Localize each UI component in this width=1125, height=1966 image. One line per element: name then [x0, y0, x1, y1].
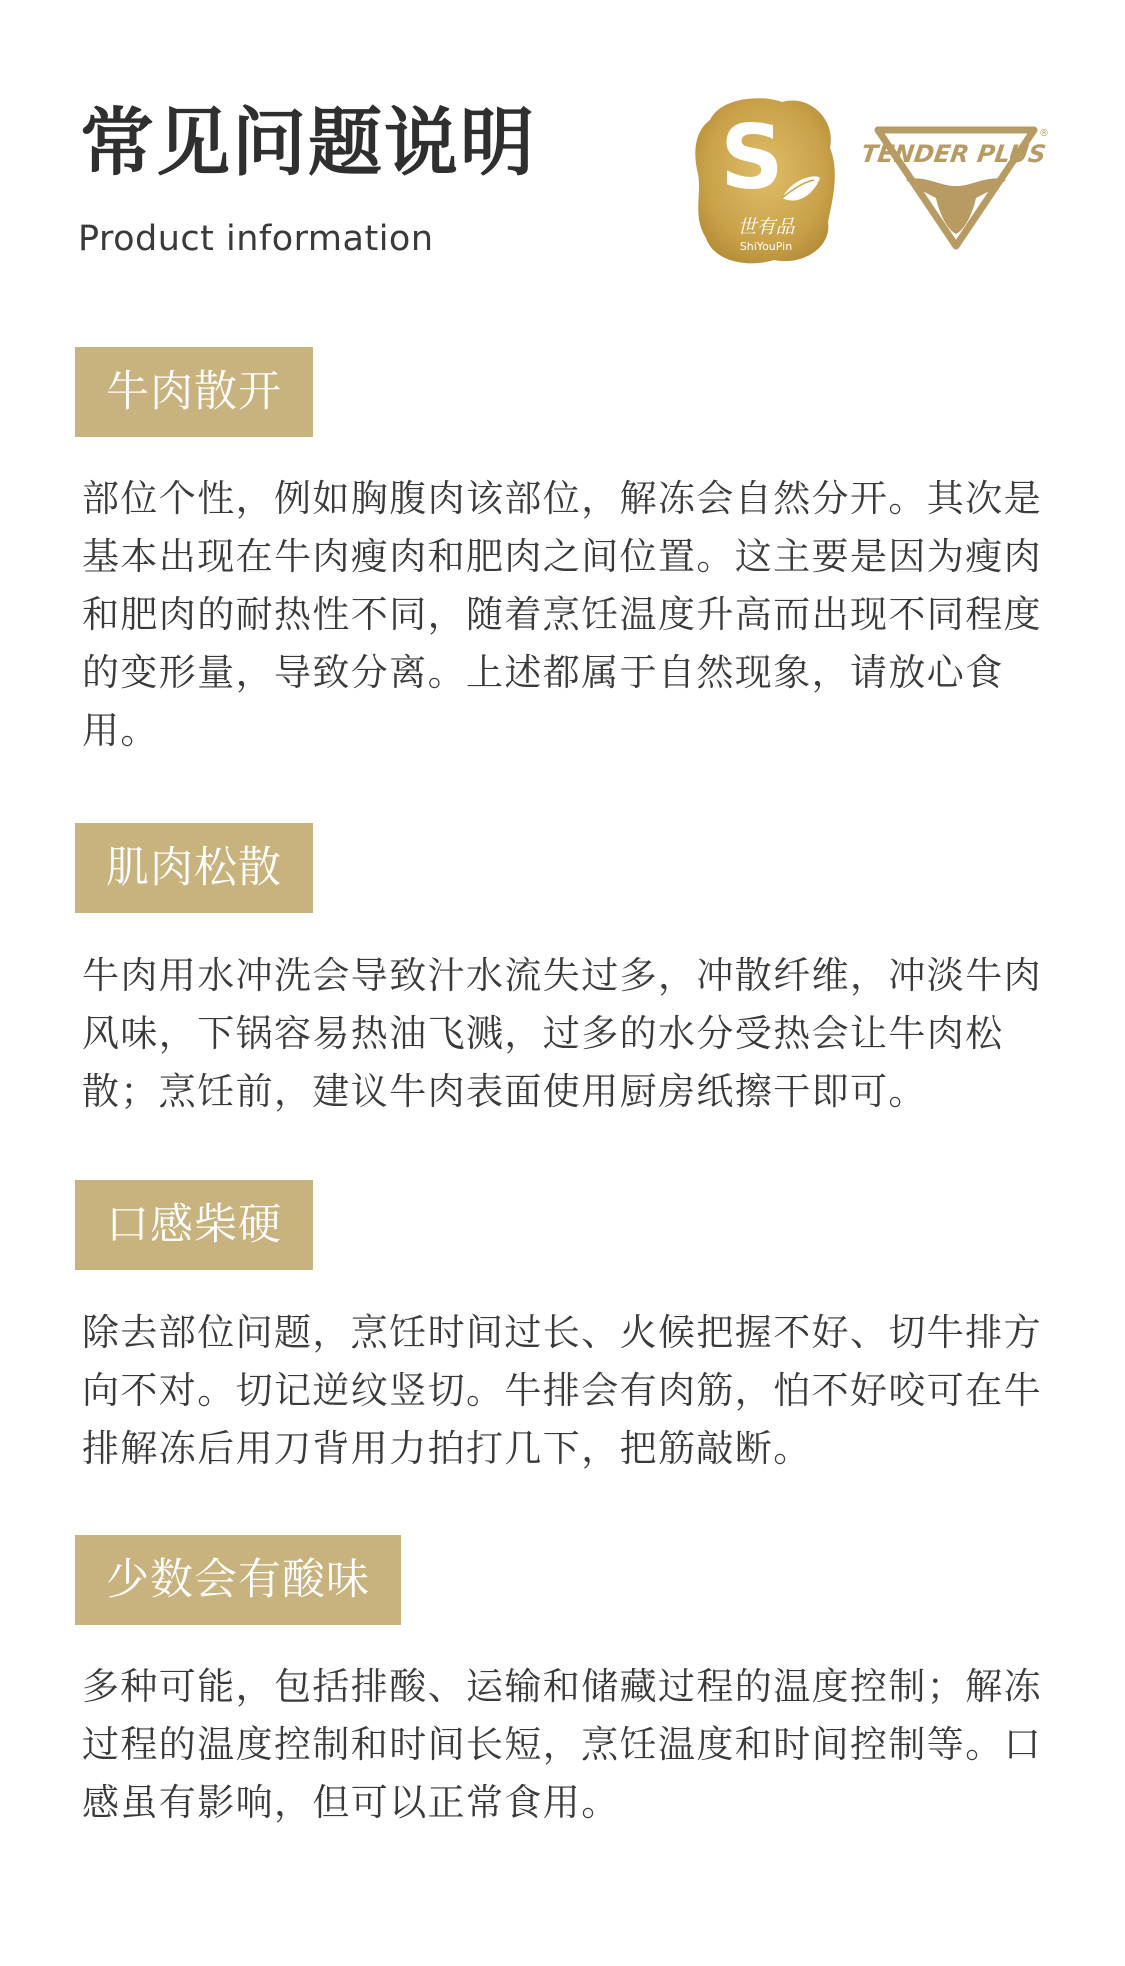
section-heading: 肌肉松散: [75, 823, 313, 913]
tender-plus-name: TENDER PLUS: [859, 140, 1048, 168]
page-title: 常见问题说明: [80, 100, 536, 186]
shiyoupin-logo: [690, 90, 840, 270]
registered-mark: ®: [1039, 128, 1049, 139]
shiyoupin-logo-cn: 世有品: [737, 216, 795, 238]
bull-head-icon: [906, 178, 1006, 234]
page-subtitle: Product information: [78, 219, 434, 259]
section-heading: 口感柴硬: [75, 1180, 313, 1270]
section-body: 牛肉用水冲洗会导致汁水流失过多，冲散纤维，冲淡牛肉风味，下锅容易热油飞溅，过多的水分受热会让牛肉松散；烹饪前，建议牛肉表面使用厨房纸擦干即可。: [82, 954, 1042, 1113]
section-heading: 牛肉散开: [75, 347, 313, 437]
section-body: 部位个性，例如胸腹肉该部位，解冻会自然分开。其次是基本出现在牛肉瘦肉和肥肉之间位置。这主要是因为瘦肉和肥肉的耐热性不同，随着烹饪温度升高而出现不同程度的变形量，导致分离。上述都属于自然现象，请放心食用。: [82, 477, 1042, 752]
section-heading: 少数会有酸味: [75, 1535, 401, 1625]
section-body: 除去部位问题，烹饪时间过长、火候把握不好、切牛排方向不对。切记逆纹竖切。牛排会有肉筋，怕不好咬可在牛排解冻后用刀背用力拍打几下，把筋敲断。: [82, 1311, 1042, 1470]
shiyoupin-logo-en: ShiYouPin: [739, 240, 793, 253]
section-body: 多种可能，包括排酸、运输和储藏过程的温度控制；解冻过程的温度控制和时间长短，烹饪温度和时间控制等。口感虽有影响，但可以正常食用。: [82, 1665, 1042, 1824]
shiyoupin-logo-letter: S: [720, 106, 784, 209]
tender-plus-logo: [859, 122, 1049, 254]
